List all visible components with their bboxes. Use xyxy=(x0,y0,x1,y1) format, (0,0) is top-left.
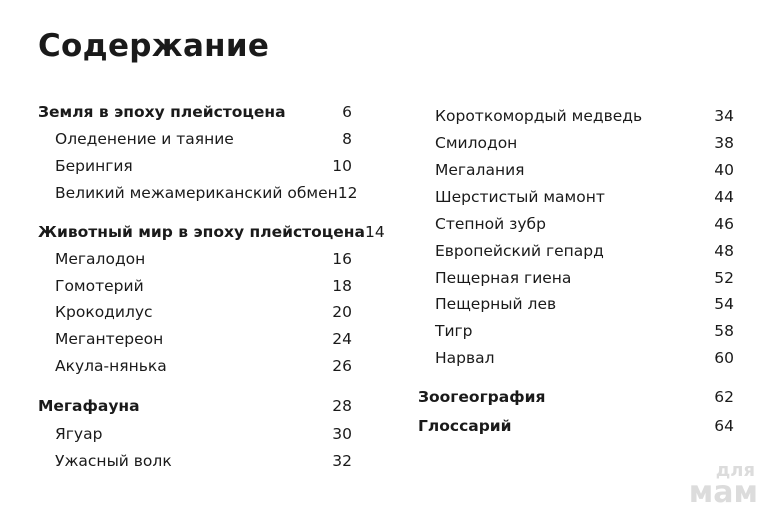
toc-entry-page: 58 xyxy=(714,322,734,340)
toc-entry-title: Тигр xyxy=(435,322,473,340)
toc-entry xyxy=(38,100,352,124)
toc-entry-page: 14 xyxy=(364,223,385,241)
toc-entry xyxy=(418,131,734,155)
toc-entry xyxy=(418,158,734,182)
toc-entry-page: 26 xyxy=(332,357,352,375)
toc-entry-page: 40 xyxy=(714,161,734,179)
toc-entry-page: 46 xyxy=(714,215,734,233)
toc-entry-title: Животный мир в эпоху плейстоцена xyxy=(38,223,365,241)
toc-entry-page: 24 xyxy=(332,330,352,348)
toc-entry-page: 32 xyxy=(332,452,352,470)
toc-entry-title: Оледенение и таяние xyxy=(55,130,234,148)
toc-entry-page: 6 xyxy=(342,103,352,121)
toc-entry xyxy=(38,154,352,178)
toc-entry-page: 10 xyxy=(332,157,352,175)
toc-entry xyxy=(38,300,352,324)
toc-entry-title: Мегафауна xyxy=(38,397,140,415)
toc-entry xyxy=(418,266,734,290)
toc-entry xyxy=(38,354,352,378)
toc-entry-page: 28 xyxy=(332,397,352,415)
toc-entry-title: Берингия xyxy=(55,157,133,175)
toc-entry xyxy=(418,385,734,409)
toc-entry xyxy=(38,327,352,351)
toc-entry xyxy=(418,104,734,128)
toc-entry-title: Нарвал xyxy=(435,349,495,367)
toc-entry-page: 54 xyxy=(714,295,734,313)
toc-entry-page: 8 xyxy=(342,130,352,148)
toc-entry xyxy=(38,422,352,446)
toc-entry-title: Пещерная гиена xyxy=(435,269,572,287)
toc-entry-title: Земля в эпоху плейстоцена xyxy=(38,103,286,121)
toc-entry xyxy=(38,394,352,418)
toc-entry xyxy=(38,127,352,151)
toc-entry xyxy=(418,239,734,263)
toc-entry-title: Пещерный лев xyxy=(435,295,557,313)
toc-entry-page: 62 xyxy=(714,388,734,406)
toc-entry-title: Европейский гепард xyxy=(435,242,604,260)
page-title: Содержание xyxy=(38,28,270,64)
toc-entry xyxy=(38,247,352,271)
toc-entry-page: 44 xyxy=(714,188,734,206)
toc-entry xyxy=(38,220,385,244)
toc-entry-title: Глоссарий xyxy=(418,417,512,435)
toc-entry-title: Короткомордый медведь xyxy=(435,107,643,125)
toc-entry xyxy=(418,414,734,438)
toc-entry-title: Гомотерий xyxy=(55,277,144,295)
toc-entry xyxy=(38,449,352,473)
toc-entry-title: Ужасный волк xyxy=(55,452,172,470)
toc-entry-title: Зоогеография xyxy=(418,388,546,406)
toc-entry-page: 30 xyxy=(332,425,352,443)
toc-entry-title: Степной зубр xyxy=(435,215,546,233)
toc-entry xyxy=(418,319,734,343)
toc-entry xyxy=(418,346,734,370)
toc-entry xyxy=(38,274,352,298)
watermark-logo xyxy=(688,459,758,510)
toc-entry-page: 48 xyxy=(714,242,734,260)
toc-entry-title: Смилодон xyxy=(435,134,518,152)
toc-entry-title: Акула-нянька xyxy=(55,357,167,375)
toc-entry-page: 20 xyxy=(332,303,352,321)
toc-entry-page: 52 xyxy=(714,269,734,287)
toc-entry-title: Мегалодон xyxy=(55,250,146,268)
toc-entry-page: 60 xyxy=(714,349,734,367)
toc-entry xyxy=(418,212,734,236)
toc-entry-title: Ягуар xyxy=(55,425,103,443)
toc-entry-page: 16 xyxy=(332,250,352,268)
toc-entry-page: 64 xyxy=(714,417,734,435)
toc-entry-title: Мегантереон xyxy=(55,330,164,348)
toc-entry-page: 34 xyxy=(714,107,734,125)
toc-entry-page: 38 xyxy=(714,134,734,152)
toc-entry xyxy=(418,292,734,316)
toc-entry-title: Крокодилус xyxy=(55,303,153,321)
toc-entry-title: Шерстистый мамонт xyxy=(435,188,605,206)
watermark-line1: для xyxy=(715,459,755,481)
watermark-line2: мам xyxy=(688,475,758,510)
toc-entry-title: Мегалания xyxy=(435,161,525,179)
toc-entry xyxy=(418,185,734,209)
toc-entry-page: 18 xyxy=(332,277,352,295)
toc-entry-title: Великий межамериканский обмен xyxy=(55,184,338,202)
toc-entry-page: 12 xyxy=(337,184,358,202)
toc-entry xyxy=(38,181,358,205)
